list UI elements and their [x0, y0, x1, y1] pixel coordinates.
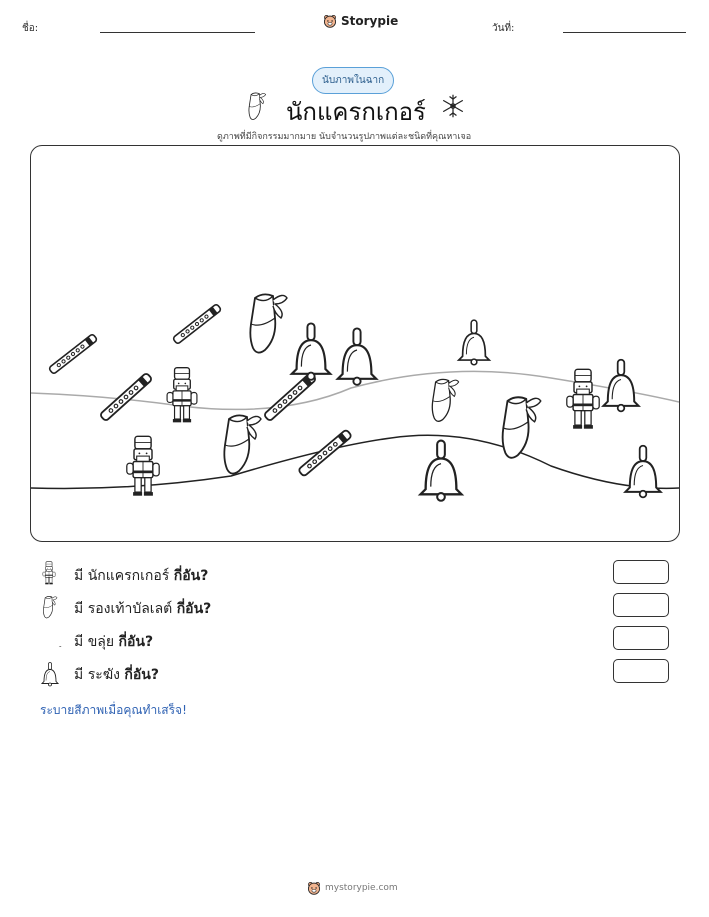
ballet-shoe-icon [40, 594, 60, 620]
scene-panel [30, 145, 680, 542]
bell-icon [603, 360, 638, 412]
answer-box-1[interactable] [613, 560, 669, 584]
name-label: ชื่อ: [22, 23, 39, 34]
date-label: วันที่: [492, 23, 515, 34]
nutcracker-icon [40, 561, 58, 585]
bell-icon [625, 446, 660, 498]
flute-icon [48, 334, 97, 375]
brand-logo [323, 14, 398, 28]
bell-icon [338, 328, 376, 384]
question-1: มี นักแครกเกอร์ กี่อัน? [74, 568, 209, 584]
scene-illustration [31, 146, 679, 541]
bell-icon [421, 441, 462, 501]
flute-icon [172, 304, 221, 345]
page-title: นักแครกเกอร์ [286, 98, 426, 126]
answer-box-4[interactable] [613, 659, 669, 683]
nutcracker-icon [167, 368, 197, 423]
ballet-shoe-icon [503, 397, 541, 457]
bear-logo-icon [323, 14, 337, 28]
snowflake-icon [440, 93, 466, 119]
nutcracker-icon [567, 369, 599, 428]
answer-box-2[interactable] [613, 593, 669, 617]
question-2: มี รองเท้าบัลเลต์ กี่อัน? [74, 601, 212, 617]
ballet-shoe-icon [224, 415, 261, 473]
name-field[interactable] [100, 32, 255, 33]
question-3: มี ขลุ่ย กี่อัน? [74, 634, 154, 650]
date-field[interactable] [563, 32, 686, 33]
ballet-shoe-icon [250, 294, 287, 352]
bell-icon [292, 323, 330, 379]
bear-logo-icon [307, 881, 321, 895]
footer-url [307, 881, 398, 895]
bell-icon [459, 320, 489, 365]
wavy-line-lower [31, 435, 679, 488]
bell-icon [40, 661, 60, 687]
answer-box-3[interactable] [613, 626, 669, 650]
footer-note: ระบายสีภาพเมื่อคุณทำเสร็จ! [40, 703, 187, 717]
brand-name: Storypie [341, 14, 399, 28]
activity-badge: นับภาพในฉาก [312, 67, 394, 94]
question-4: มี ระฆัง กี่อัน? [74, 667, 159, 683]
page-subtitle: ดูภาพที่มีกิจกรรมมากมาย นับจำนวนรูปภาพแต่ละชนิดที่คุณหาเจอ [217, 132, 472, 142]
flute-icon [298, 429, 352, 476]
ballet-shoe-icon [244, 90, 270, 122]
footer-url-text: mystorypie.com [325, 883, 398, 893]
ballet-shoe-icon [432, 379, 458, 421]
flute-icon [38, 633, 68, 647]
